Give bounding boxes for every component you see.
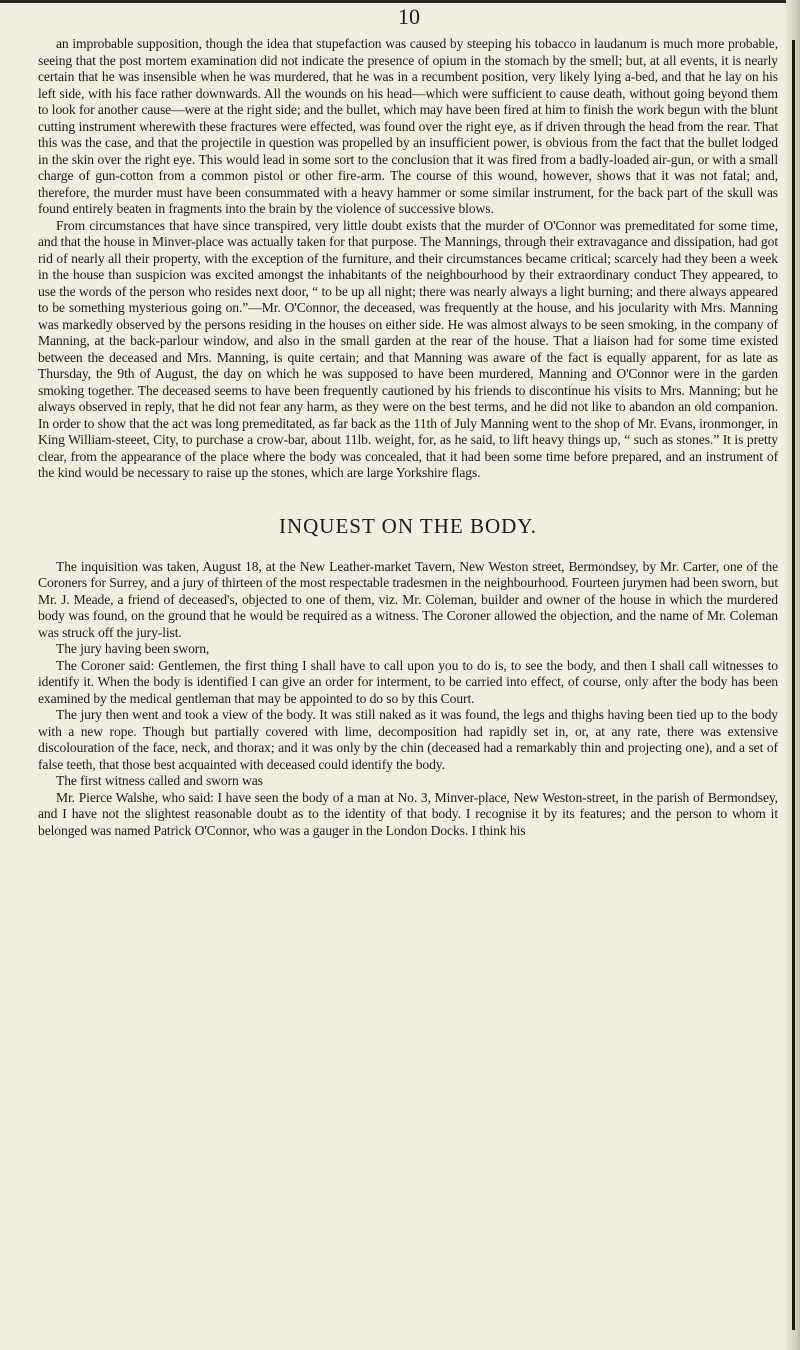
paragraph-inquisition: The inquisition was taken, August 18, at the New Leather-market Tavern, New Weston street, Bermondsey, by Mr. Carter, one of the Coroners for Surrey, and a jury of thirteen of the most respectable tradesmen in the neighbourhood. Fourteen jurymen had been sworn, but Mr. J. Meade, a friend of deceased's, objected to one of them, viz. Mr. Coleman, builder and owner of the house in which the murdered body was found, on the ground that he would be required as a witness. The Coroner allowed the objection, and the name of Mr. Coleman was struck off the jury-list. (38, 558, 778, 640)
paragraph-jury-view: The jury then went and took a view of the body. It was still naked as it was found, the legs and thighs having been tied up to the body with a new rope. Though but partially covered with lime, decomposition had rapidly set in, or, at any rate, there was extensive discolouration of the face, neck, and thorax; and it was only by the chin (deceased had a remarkably thin and projecting one), and a set of false teeth, that those best acquainted with deceased could identify the body. (38, 707, 778, 772)
page-number: 10 (398, 4, 420, 29)
paragraph-jury-sworn: The jury having been sworn, (56, 641, 210, 656)
paragraph-coroner-said: The Coroner said: Gentlemen, the first thing I shall have to call upon you to do is, to see the body, and then I shall call witnesses to identify it. When the body is identified I can give an order for interment, to be carried into effect, of course, only after the body has been examined by the medical gentleman that may be appointed to do so by this Court. (38, 657, 778, 706)
paragraph-premeditation: From circumstances that have since transpired, very little doubt exists that the murder of O'Connor was premeditated for some time, and that the house in Minver-place was actually taken for that purpose. The Mannings, through their extravagance and dissipation, had got rid of nearly all their property, with the exception of the furniture, and their circumstances became critical; scarcely had they been a week in the house than suspicion was excited amongst the inhabitants of the neighbourhood by their extraordinary conduct They appeared, to use the words of the person who resides next door, “ to be up all night; there was nearly always a light burning; and there always appeared to be something mysterious going on.”—Mr. O'Connor, the deceased, was frequently at the house, and his jocularity with Mrs. Manning was markedly observed by the persons residing in the houses on either side. He was almost always to be seen smoking, in the company of Manning, at the back-parlour window, and also in the small garden at the rear of the house. That a liaison had for some time existed between the deceased and Mrs. Manning, is quite certain; and that Manning was aware of the fact is equally apparent, for as late as Thursday, the 9th of August, the day on which he was supposed to have been murdered, Manning and O'Connor were in the garden smoking together. The deceased seems to have been frequently cautioned by his friends to discontinue his visits to Mrs. Manning; but he always observed in reply, that he did not fear any harm, as they were on the best terms, and he did not like to abandon an old companion. In order to show that the act was long premeditated, as far back as the 11th of July Manning went to the shop of Mr. Evans, ironmonger, in King William-steeet, City, to purchase a crow-bar, about 11lb. weight, for, as he said, to lift heavy things up, “ such as stones.” It is pretty clear, from the appearance of the place where the body was concealed, that it had been some time before prepared, and an instrument of the kind would be necessary to raise up the stones, which are large Yorkshire flags. (38, 217, 778, 480)
scan-right-edge (786, 0, 800, 1350)
paragraph-walshe-testimony: Mr. Pierce Walshe, who said: I have seen the body of a man at No. 3, Minver-place, New Weston-street, in the parish of Bermondsey, and I have not the slightest reasonable doubt as to the identity of that body. I recognise it by its features; and the person to whom it belonged was named Patrick O'Connor, who was a gauger in the London Docks. I think his (38, 789, 778, 838)
book-page (38, 0, 780, 1350)
section-heading: INQUEST ON THE BODY. (278, 513, 537, 538)
paragraph-first-witness: The first witness called and sworn was (56, 773, 263, 788)
body-text (38, 36, 778, 839)
paragraph-wounds: an improbable supposition, though the idea that stupefaction was caused by steeping his tobacco in laudanum is much more probable, seeing that the post mortem examination did not indicate the presence of opium in the stomach by the smell; but, at all events, it is nearly certain that he was insensible when he was murdered, that he was in a recumbent position, very likely lying a-bed, and that he lay on his left side, with his face rather downwards. All the wounds on his head—which were sufficient to cause death, without going beyond them to look for another cause—were at the right side; and the bullet, which may have been fired at him to finish the work begun with the blunt cutting instrument wherewith these fractures were effected, was found over the right eye, as if driven through the head from the rear. That this was the case, and that the projectile in question was propelled by an insufficient power, is obvious from the fact that the bullet lodged in the skin over the right eye. This would lead in some sort to the conclusion that it was fired from a badly-loaded air-gun, or with a small charge of gun-cotton from a common pistol or other fire-arm. The course of this wound, however, shows that it was not fatal; and, therefore, the murder must have been consummated with a heavy hammer or some similar instrument, for the back part of the skull was found entirely beaten in fragments into the brain by the violence of successive blows. (38, 36, 778, 216)
